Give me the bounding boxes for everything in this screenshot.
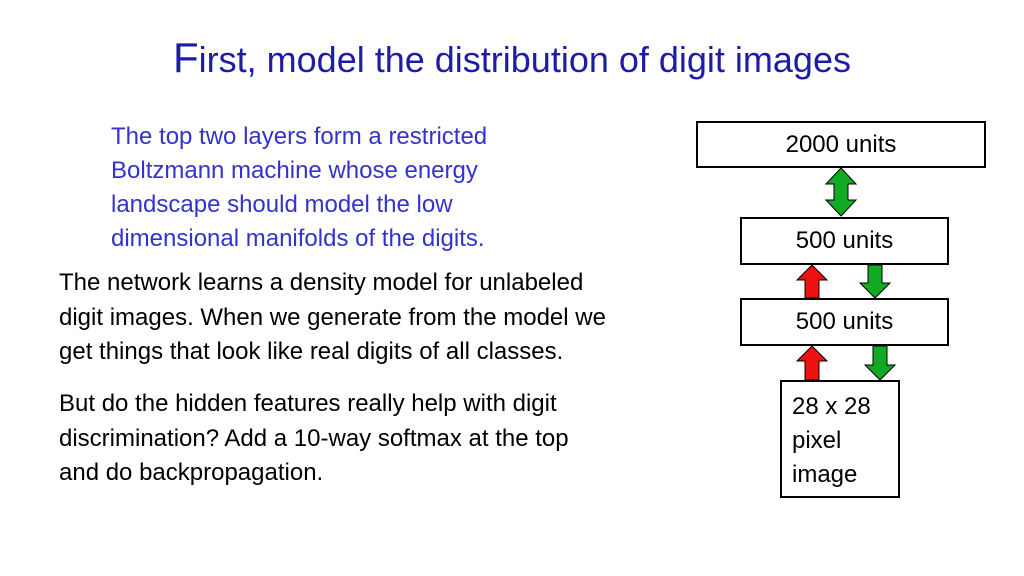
layer-box-500-units-lower: 500 units: [740, 298, 949, 346]
pixel-image-label-line: pixel: [792, 427, 842, 454]
generative-arrow-down: [860, 265, 890, 298]
rbm-description-line: dimensional manifolds of the digits.: [111, 225, 485, 252]
recognition-arrow-up: [797, 346, 827, 380]
paragraph-line: But do the hidden features really help with digit: [59, 390, 557, 417]
paragraph-line: get things that look like real digits of all classes.: [59, 338, 564, 365]
undirected-connection-arrow: [826, 168, 856, 216]
pixel-image-label-line: image: [792, 461, 858, 488]
paragraph-line: and do backpropagation.: [59, 459, 324, 486]
layer-box-2000-units: 2000 units: [696, 121, 986, 168]
title-text: irst, model the distribution of digit images: [198, 39, 851, 80]
recognition-arrow-up: [797, 265, 827, 298]
rbm-description-line: The top two layers form a restricted: [111, 123, 488, 150]
generative-arrow-down: [865, 346, 895, 380]
rbm-description-line: landscape should model the low: [111, 191, 453, 218]
layer-box-pixel-image: [780, 380, 900, 498]
paragraph-line: digit images. When we generate from the model we: [59, 303, 606, 331]
rbm-description-line: Boltzmann machine whose energy: [111, 157, 478, 184]
paragraph-line: discrimination? Add a 10-way softmax at the top: [59, 424, 569, 452]
layer-box-500-units-upper: 500 units: [740, 217, 949, 265]
pixel-image-label-line: 28 x 28: [792, 393, 871, 420]
title-initial: F: [173, 34, 199, 81]
paragraph-line: The network learns a density model for unlabeled: [59, 269, 584, 296]
